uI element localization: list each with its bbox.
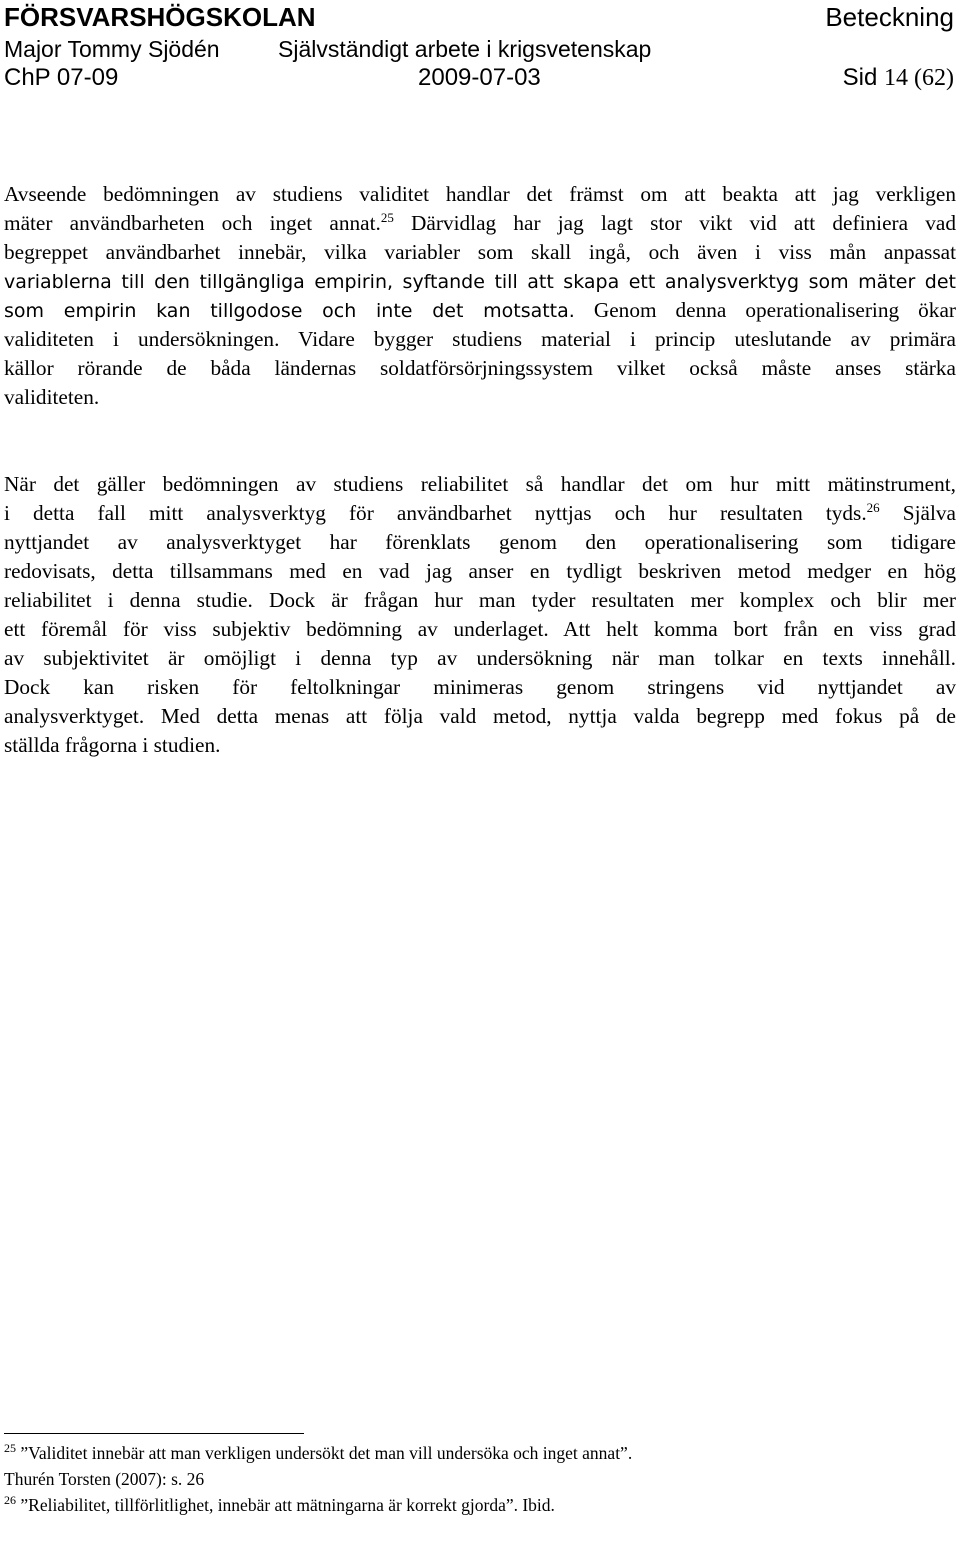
author-name: Major Tommy Sjödén (4, 36, 220, 62)
text-line (4, 296, 956, 325)
text-run: Genom denna operationalisering ökar (574, 298, 956, 322)
text-run: validiteten i undersökningen. Vidare bygger studiens material i princip uteslutande av primära (4, 327, 956, 351)
designation-label: Beteckning (825, 2, 954, 32)
text-run: i detta fall mitt analysverktyg för användbarhet nyttjas och hur resultaten tyds. (4, 501, 867, 525)
text-run: som empirin kan tillgodose och inte det motsatta. (4, 300, 575, 322)
text-run: reliabilitet i denna studie. Dock är frågan hur man tyder resultaten mer komplex och blir mer (4, 588, 956, 612)
program-code: ChP 07-09 (4, 64, 119, 91)
text-run: ställda frågorna i studien. (4, 733, 221, 757)
text-line (4, 180, 956, 209)
text-run: analysverktyget. Med detta menas att följa vald metod, nyttja valda begrepp med fokus på de (4, 704, 956, 728)
footnote-separator (4, 1433, 304, 1434)
text-line (4, 325, 956, 354)
text-line (4, 673, 956, 702)
footnote-text: ”Reliabilitet, tillförlitlighet, innebär att mätningarna är korrekt gjorda”. Ibid. (16, 1495, 555, 1515)
text-run: ett föremål för viss subjektiv bedömning av underlaget. Att helt komma bort från en viss grad (4, 617, 956, 641)
footnote-ref: 26 (866, 500, 880, 515)
footnote-number: 25 (4, 1441, 16, 1455)
footnote-ref: 25 (380, 210, 394, 225)
text-line (4, 354, 956, 383)
text-line (4, 499, 956, 528)
footnote-text: Thurén Torsten (2007): s. 26 (4, 1469, 205, 1489)
text-line (4, 557, 956, 586)
text-line (4, 238, 956, 267)
footnotes (4, 1440, 956, 1518)
text-run: Avseende bedömningen av studiens validitet handlar det främst om att beakta att jag verkligen (4, 182, 956, 206)
text-run: variablerna till den tillgängliga empirin, syftande till att skapa ett analysverktyg som mäter det (4, 271, 956, 293)
text-line (4, 586, 956, 615)
text-line (4, 731, 956, 760)
text-line (4, 528, 956, 557)
footnote-line (4, 1492, 956, 1518)
text-run: av subjektivitet är omöjligt i denna typ av undersökning när man tolkar en texts innehåll. (4, 646, 956, 670)
text-line (4, 209, 956, 238)
text-line (4, 702, 956, 731)
text-run: validiteten. (4, 385, 100, 409)
course-title: Självständigt arbete i krigsvetenskap (278, 36, 652, 62)
paragraph-reliability (4, 470, 956, 760)
text-run: begreppet användbarhet innebär, vilka variabler som skall ingå, och även i viss mån anpassat (4, 240, 956, 264)
text-run: Dock kan risken för feltolkningar minimeras genom stringens vid nyttjandet av (4, 675, 956, 699)
page-indicator (843, 64, 954, 92)
page-label: Sid (842, 64, 878, 91)
institution-name: FÖRSVARSHÖGSKOLAN (4, 2, 316, 32)
text-run: nyttjandet av analysverktyget har förenklats genom den operationalisering som tidigare (4, 530, 956, 554)
text-line (4, 470, 956, 499)
text-line (4, 383, 956, 412)
text-line (4, 267, 956, 296)
text-run: redovisats, detta tillsammans med en vad jag anser en tydligt beskriven metod medger en hög (4, 559, 956, 583)
text-run: mäter användbarheten och inget annat. (4, 211, 381, 235)
footnote-text: ”Validitet innebär att man verkligen undersökt det man vill undersöka och inget annat”. (16, 1443, 633, 1463)
page-number: 14 (62) (884, 65, 954, 91)
text-run: källor rörande de båda ländernas soldatförsörjningssystem vilket också måste anses stärka (4, 356, 956, 380)
document-date: 2009-07-03 (418, 64, 541, 91)
footnote-number: 26 (4, 1493, 16, 1507)
text-run: Därvidlag har jag lagt stor vikt vid att definiera vad (393, 211, 956, 235)
text-line (4, 644, 956, 673)
footnote-line (4, 1440, 956, 1466)
paragraph-validity (4, 180, 956, 412)
footnote-line (4, 1466, 956, 1492)
text-run: Själva (879, 501, 957, 525)
text-run: När det gäller bedömningen av studiens reliabilitet så handlar det om hur mitt mätinstrument, (4, 472, 956, 496)
text-line (4, 615, 956, 644)
